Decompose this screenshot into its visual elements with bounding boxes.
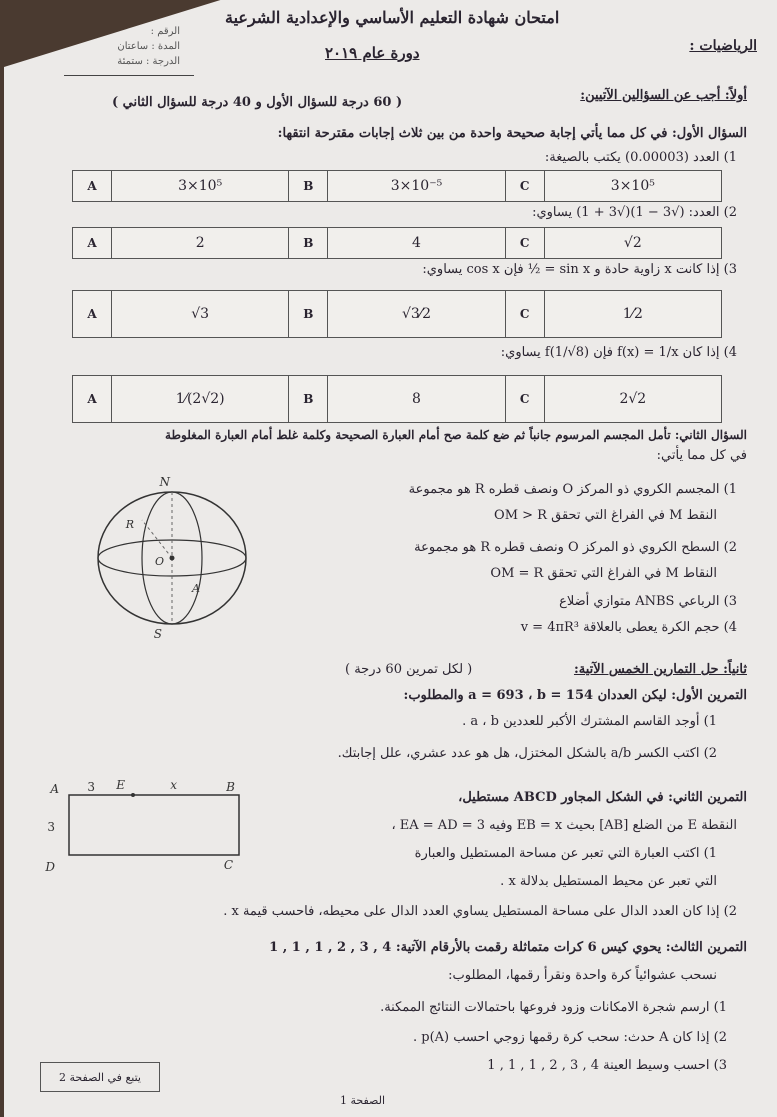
sphere-radius — [142, 520, 172, 558]
choice-b[interactable]: 3×10⁻⁵ — [328, 171, 505, 201]
choice-letter: A — [73, 171, 112, 201]
info-line: المدة : ساعتان — [117, 41, 180, 52]
ex3-line: 3) احسب وسيط العينة 4 , 3 , 2 , 1 , 1 , 1 — [487, 1058, 727, 1073]
choice-letter: B — [289, 376, 328, 422]
choice-letter: B — [289, 228, 328, 258]
choice-b[interactable]: 4 — [328, 228, 505, 258]
ex1-line: 2) اكتب الكسر a/b بالشكل المختزل، هل هو عدد عشري، علل إجابتك. — [337, 746, 717, 761]
label-a: A — [192, 582, 200, 595]
q2-intro: السؤال الثاني: تأمل المجسم المرسوم جانباً ثم ضع كلمة صح أمام العبارة الصحيحة وكلمة غلط أمام العبارة المغلوطة — [165, 428, 747, 442]
label-a: A — [50, 782, 59, 796]
choice-b[interactable]: √3⁄2 — [328, 291, 505, 337]
choice-a[interactable]: 3×10⁵ — [112, 171, 289, 201]
label-d: D — [45, 860, 55, 874]
info-line: الرقم : — [150, 26, 180, 37]
ex2-line: 1) اكتب العبارة التي تعبر عن مساحة المستطيل والعبارة — [414, 846, 717, 861]
ex3-line: نسحب عشوائياً كرة واحدة ونقرأ رقمها، المطلوب: — [448, 968, 717, 983]
continue-box: يتبع في الصفحة 2 — [40, 1062, 160, 1092]
exam-subject: الرياضيات : — [689, 38, 757, 54]
exam-title: امتحان شهادة التعليم الأساسي والإعدادية الشرعية — [225, 8, 560, 27]
q2-intro2: في كل مما يأتي: — [656, 448, 747, 463]
section1-heading: أولاً: أجب عن السؤالين الآتيين: — [580, 88, 747, 103]
q2-item: النقط M في الفراغ التي تحقق OM > R — [494, 508, 717, 523]
choice-letter: A — [73, 228, 112, 258]
exam-info — [100, 24, 180, 69]
label-s: S — [153, 627, 162, 640]
q1-item-2: 2) العدد: (√3 − 1)(√3 + 1) يساوي: — [532, 205, 737, 220]
label-three-top: 3 — [87, 780, 95, 794]
header-divider — [64, 75, 194, 76]
choice-letter: C — [506, 291, 545, 337]
ex3-line: 2) إذا كان A حدث: سحب كرة رقمها زوجي احسب p(A) . — [412, 1030, 727, 1045]
q1-item-1: 1) العدد (0.00003) يكتب بالصيغة: — [544, 150, 737, 165]
label-x: x — [170, 778, 177, 792]
ex2-line: التمرين الثاني: في الشكل المجاور ABCD مستطيل، — [458, 790, 747, 805]
q1-item-4: 4) إذا كان f(x) = 1/x فإن f(1/√8) يساوي: — [500, 345, 737, 360]
q2-item: 4) حجم الكرة يعطى بالعلاقة v = 4πR³ — [520, 620, 737, 635]
choice-letter: B — [289, 171, 328, 201]
choice-letter: C — [506, 228, 545, 258]
label-r: R — [125, 518, 134, 531]
ex2-line: النقطة E من الضلع [AB] بحيث EB = x وفيه EA = AD = 3 ، — [391, 818, 737, 833]
label-c: C — [223, 858, 233, 872]
exam-session: دورة عام ٢٠١٩ — [325, 44, 420, 62]
choice-c[interactable]: 3×10⁵ — [610, 178, 655, 194]
point-e — [131, 793, 135, 797]
q2-item: 3) الرباعي ANBS متوازي أضلاع — [559, 594, 737, 609]
ex2-line: 2) إذا كان العدد الدال على مساحة المستطيل يساوي العدد الدال على محيطه، فاحسب قيمة x . — [223, 904, 737, 919]
choice-letter: A — [73, 291, 112, 337]
q2-item: 2) السطح الكروي ذو المركز O ونصف قطره R هو مجموعة — [414, 540, 737, 555]
ex1-line: 1) أوجد القاسم المشترك الأكبر للعددين a ، b . — [462, 714, 717, 729]
ex2-line: التي تعبر عن محيط المستطيل بدلالة x . — [500, 874, 717, 889]
choice-letter: C — [506, 171, 545, 201]
choice-c[interactable]: 1⁄2 — [622, 306, 643, 322]
info-line: الدرجة : ستمئة — [117, 56, 180, 67]
choice-a[interactable]: √3 — [112, 291, 289, 337]
label-b: B — [226, 780, 235, 794]
choice-letter: B — [289, 291, 328, 337]
ex1-line: التمرين الأول: ليكن العددان a = 693 ، b = 154 والمطلوب: — [403, 688, 747, 703]
page-number: الصفحة 1 — [340, 1094, 386, 1107]
ex3-line: التمرين الثالث: يحوي كيس 6 كرات متماثلة رقمت بالأرقام الآتية: 4 , 3 , 2 , 1 , 1 , 1 — [269, 940, 747, 955]
q2-item: 1) المجسم الكروي ذو المركز O ونصف قطره R هو مجموعة — [408, 482, 737, 497]
section2-heading: ثانياً: حل التمارين الخمس الآتية: — [573, 662, 747, 677]
label-e: E — [116, 778, 125, 792]
sphere-diagram — [92, 470, 252, 640]
choice-b[interactable]: 8 — [328, 376, 505, 422]
q1-item-3: 3) إذا كانت x زاوية حادة و sin x = ½ فإن cos x يساوي: — [422, 262, 737, 277]
choice-letter: C — [506, 376, 545, 422]
mcq-table-1 — [72, 170, 722, 202]
section1-marks: ( 60 درجة للسؤال الأول و 40 درجة للسؤال الثاني ) — [112, 95, 403, 110]
choice-a[interactable]: 1⁄(2√2) — [112, 376, 289, 422]
choice-c[interactable]: 2√2 — [619, 391, 647, 407]
q1-intro: السؤال الأول: في كل مما يأتي إجابة صحيحة واحدة من بين ثلاث إجابات مقترحة انتقها: — [277, 126, 747, 141]
mcq-table-4 — [72, 375, 722, 423]
section2-marks: ( لكل تمرين 60 درجة ) — [345, 662, 473, 677]
mcq-table-3 — [72, 290, 722, 338]
rectangle-abcd — [69, 795, 239, 855]
mcq-table-2 — [72, 227, 722, 259]
sphere-center-dot — [170, 556, 175, 561]
label-n: N — [159, 475, 170, 489]
label-three-side: 3 — [47, 820, 55, 834]
rectangle-diagram — [45, 775, 265, 875]
q2-item: النقاط M في الفراغ التي تحقق OM = R — [490, 566, 717, 581]
choice-c[interactable]: √2 — [623, 235, 642, 251]
choice-letter: A — [73, 376, 112, 422]
label-o: O — [154, 555, 164, 568]
choice-a[interactable]: 2 — [112, 228, 289, 258]
ex3-line: 1) ارسم شجرة الامكانات وزود فروعها باحتمالات النتائج الممكنة. — [380, 1000, 727, 1015]
